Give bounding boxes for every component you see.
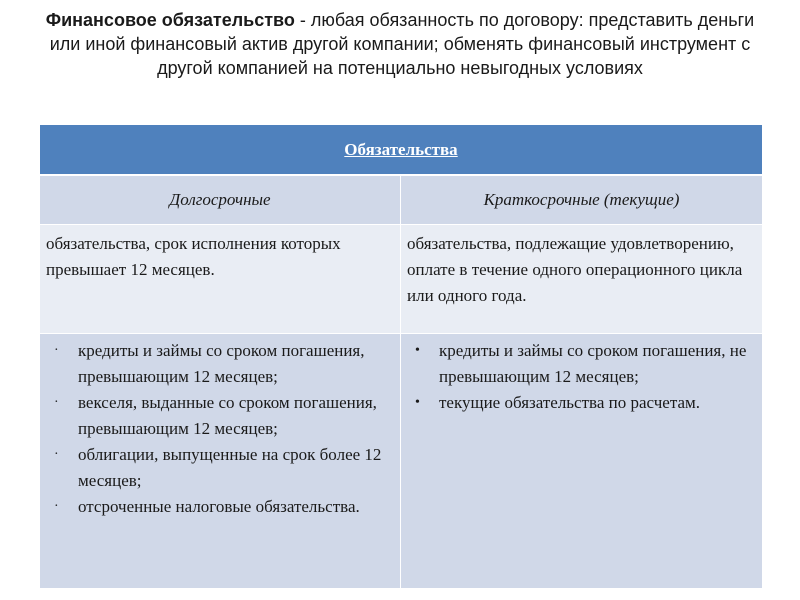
short-term-list — [407, 338, 756, 416]
column-header-short-term: Краткосрочные (текущие) — [401, 175, 763, 225]
table-title: Обязательства — [344, 139, 458, 159]
definition-row — [40, 225, 762, 334]
table-header-row — [40, 175, 762, 225]
page-heading — [40, 8, 760, 80]
bullet-icon: · — [54, 499, 59, 514]
list-item-text: кредиты и займы со сроком погашения, не превышающим 12 месяцев; — [439, 341, 747, 386]
list-item-text: текущие обязательства по расчетам. — [439, 393, 701, 412]
list-item — [46, 338, 394, 390]
long-term-list — [46, 338, 394, 520]
definition-long-term: обязательства, срок исполнения которых превышает 12 месяцев. — [40, 225, 401, 334]
heading-definition: - любая обязанность по договору: представить деньги или иной финансовый актив другой компании; обменять финансовый инструмент с другой компанией на потенциально невыгодных условиях — [49, 10, 755, 78]
list-item — [46, 494, 394, 520]
liabilities-table — [40, 125, 762, 588]
bullet-icon: • — [415, 343, 420, 358]
definition-short-term: обязательства, подлежащие удовлетворению, оплате в течение одного операционного цикла или одного года. — [401, 225, 763, 334]
bullet-icon: · — [54, 395, 59, 410]
list-item — [46, 442, 394, 494]
bullet-icon: · — [54, 343, 59, 358]
examples-long-term — [40, 334, 401, 589]
bullet-icon: · — [54, 447, 59, 462]
list-item-text: векселя, выданные со сроком погашения, превышающим 12 месяцев; — [78, 393, 377, 438]
examples-row — [40, 334, 762, 589]
table-title-row — [40, 125, 762, 175]
list-item — [407, 390, 756, 416]
column-header-long-term: Долгосрочные — [40, 175, 401, 225]
list-item — [46, 390, 394, 442]
bullet-icon: • — [415, 395, 420, 410]
list-item-text: отсроченные налоговые обязательства. — [78, 497, 360, 516]
list-item-text: кредиты и займы со сроком погашения, превышающим 12 месяцев; — [78, 341, 365, 386]
list-item-text: облигации, выпущенные на срок более 12 месяцев; — [78, 445, 382, 490]
examples-short-term — [401, 334, 763, 589]
list-item — [407, 338, 756, 390]
table-title-cell — [40, 125, 762, 175]
heading-term: Финансовое обязательство — [45, 10, 295, 30]
